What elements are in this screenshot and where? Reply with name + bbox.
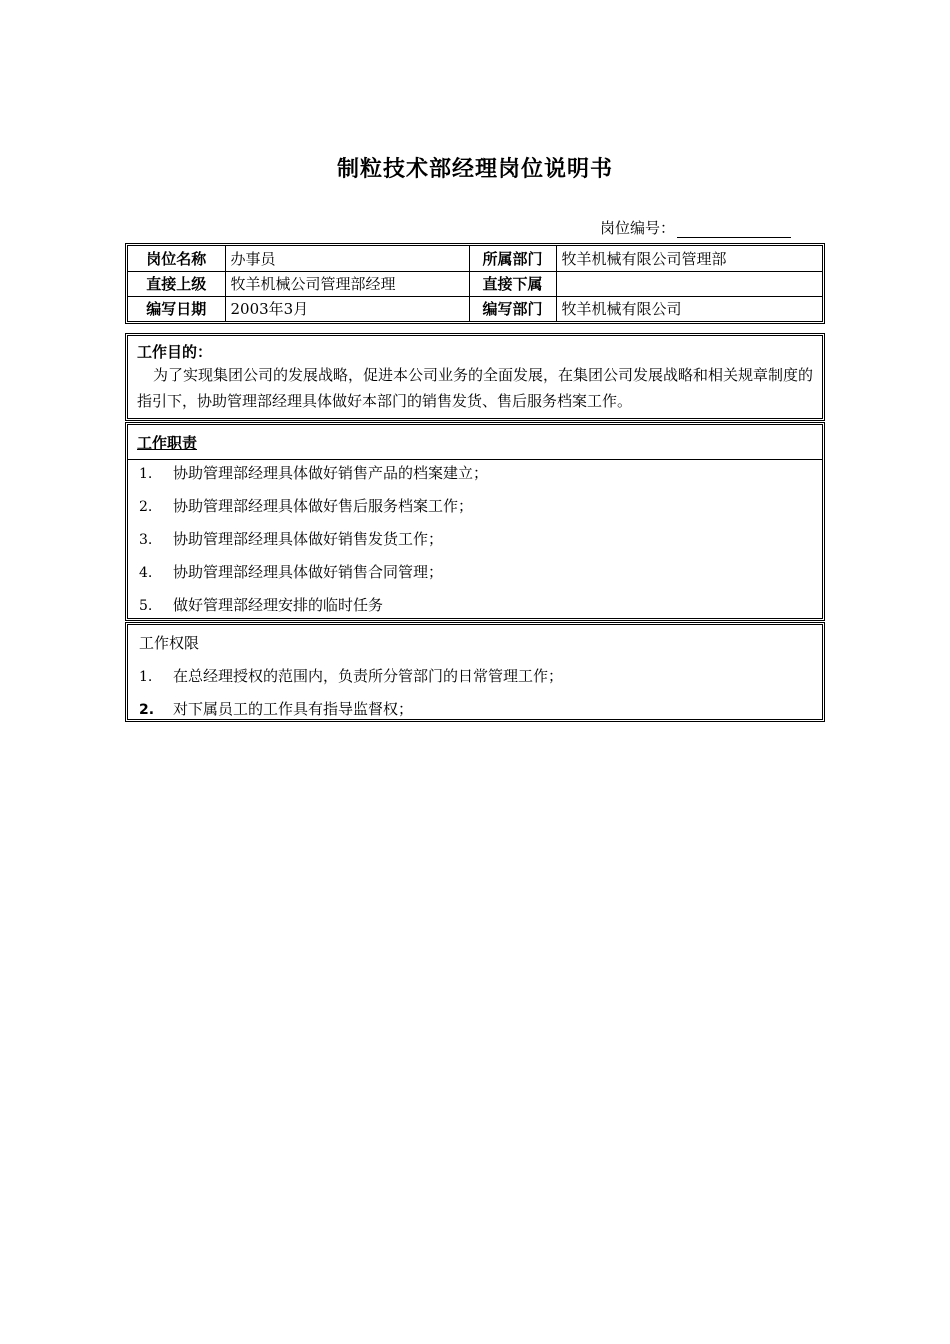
list-item [128, 526, 822, 559]
info-value: 2003年3月 [225, 296, 469, 321]
duties-section [125, 422, 825, 621]
item-number: 1. [139, 466, 153, 482]
authority-section [125, 622, 825, 722]
authority-list [128, 659, 822, 722]
item-number: 2. [139, 702, 155, 718]
item-text: 做好管理部经理安排的临时任务 [173, 596, 384, 614]
item-number: 3. [139, 532, 153, 548]
item-number: 4. [139, 565, 153, 581]
info-label: 直接上级 [128, 271, 225, 296]
info-value: 办事员 [225, 246, 469, 271]
post-number-label: 岗位编号： [600, 219, 676, 237]
list-item [128, 663, 822, 696]
post-number-blank-line [677, 223, 791, 238]
item-text: 协助管理部经理具体做好销售发货工作； [173, 530, 444, 548]
info-value: 牧羊机械公司管理部经理 [225, 271, 469, 296]
info-row-position [128, 246, 822, 271]
info-value: 牧羊机械有限公司 [556, 296, 822, 321]
info-value [556, 271, 822, 296]
item-text: 在总经理授权的范围内，负责所分管部门的日常管理工作； [173, 667, 564, 685]
basic-info-table [128, 246, 822, 321]
item-number: 2. [139, 499, 153, 515]
document-title: 制粒技术部经理岗位说明书 [336, 157, 613, 182]
info-label: 岗位名称 [128, 246, 225, 271]
duties-heading-text: 工作职责 [137, 434, 198, 452]
info-label: 直接下属 [469, 271, 556, 296]
duties-heading [128, 425, 822, 460]
purpose-text: 为了实现集团公司的发展战略，促进本公司业务的全面发展，在集团公司发展战略和相关规章制度的指引下，协助管理部经理具体做好本部门的销售发货、售后服务档案工作。 [137, 366, 814, 410]
item-number: 5. [139, 598, 153, 614]
item-text: 对下属员工的工作具有指导监督权； [173, 700, 414, 718]
list-item [128, 460, 822, 493]
item-number: 1. [139, 669, 153, 685]
post-number-field [600, 217, 791, 238]
basic-info-box [125, 243, 825, 324]
authority-heading: 工作权限 [139, 634, 200, 652]
duties-list [128, 460, 822, 625]
info-label: 编写日期 [128, 296, 225, 321]
purpose-heading: 工作目的： [137, 343, 213, 361]
list-item [128, 559, 822, 592]
info-label: 编写部门 [469, 296, 556, 321]
item-text: 协助管理部经理具体做好售后服务档案工作； [173, 497, 474, 515]
purpose-section [125, 333, 825, 421]
info-label: 所属部门 [469, 246, 556, 271]
list-item [128, 493, 822, 526]
list-item [128, 696, 822, 722]
info-row-date [128, 296, 822, 321]
info-value: 牧羊机械有限公司管理部 [556, 246, 822, 271]
item-text: 协助管理部经理具体做好销售产品的档案建立； [173, 464, 489, 482]
info-row-superior [128, 271, 822, 296]
item-text: 协助管理部经理具体做好销售合同管理； [173, 563, 444, 581]
list-item [128, 592, 822, 625]
